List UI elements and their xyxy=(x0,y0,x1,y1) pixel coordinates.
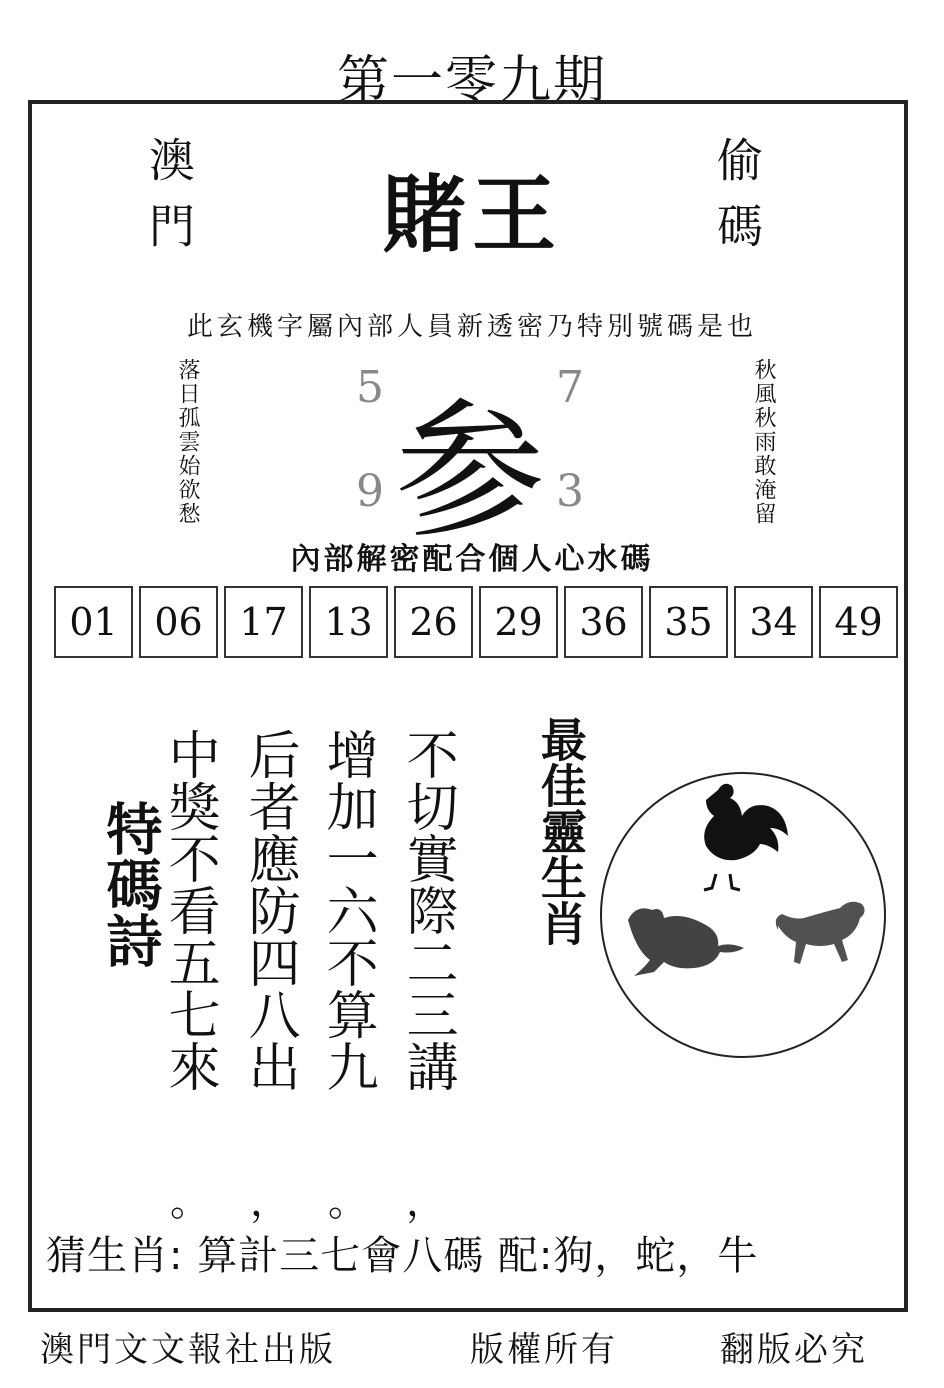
right-vertical-title: 偷碼 xyxy=(710,136,764,268)
guess-label: 猜生肖: xyxy=(46,1233,184,1279)
cat-icon xyxy=(628,908,744,976)
best-zodiac-label: 最佳靈生肖 xyxy=(533,716,588,946)
zodiac-circle xyxy=(598,770,888,1060)
issue-title: 第一零九期 xyxy=(336,51,607,111)
number-box: 06 xyxy=(139,586,218,658)
footer-rights: 版權所有 xyxy=(470,1330,618,1370)
poem-punctuation-1: ， xyxy=(406,1179,446,1225)
numbers-row xyxy=(54,586,904,658)
digit-top-right: 7 xyxy=(556,362,584,413)
poem-punctuation-3: ， xyxy=(250,1179,290,1225)
number-box: 29 xyxy=(479,586,558,658)
digit-bottom-right: 3 xyxy=(556,466,584,517)
digit-bottom-left: 9 xyxy=(356,466,384,517)
number-box: 49 xyxy=(819,586,898,658)
poem-line-2: 增加一六不算九 xyxy=(317,728,378,1092)
number-box: 17 xyxy=(224,586,303,658)
guess-text: 算計三七會八碼 xyxy=(197,1233,485,1279)
poem-label: 特碼詩 xyxy=(97,800,163,968)
number-box: 36 xyxy=(564,586,643,658)
number-box: 01 xyxy=(54,586,133,658)
rooster-icon xyxy=(704,784,788,890)
number-box: 13 xyxy=(309,586,388,658)
number-box: 34 xyxy=(734,586,813,658)
numbers-heading: 內部解密配合個人心水碼 xyxy=(290,542,654,577)
digit-top-left: 5 xyxy=(356,362,384,413)
guess-zodiac-line xyxy=(46,1224,758,1281)
footer-warning: 翻版必究 xyxy=(720,1330,868,1370)
number-box: 26 xyxy=(394,586,473,658)
left-poem: 落日孤雲始欲愁 xyxy=(175,358,200,526)
main-heading: 賭王 xyxy=(381,166,562,264)
dog-icon xyxy=(776,902,865,964)
poem-line-1: 不切實際二三講 xyxy=(397,728,458,1092)
footer-publisher: 澳門文文報社出版 xyxy=(40,1330,336,1370)
right-poem: 秋風秋雨敢淹留 xyxy=(751,358,776,526)
center-character: 参 xyxy=(394,385,545,559)
notice-text: 此玄機字屬內部人員新透密乃特別號碼是也 xyxy=(186,312,757,342)
poem-line-4: 中獎不看五七來 xyxy=(159,728,220,1092)
left-vertical-title: 澳門 xyxy=(142,136,196,268)
number-box: 35 xyxy=(649,586,728,658)
poem-punctuation-2: 。 xyxy=(328,1179,368,1225)
match-answer: 狗，蛇，牛 xyxy=(553,1233,759,1279)
poem-punctuation-4: 。 xyxy=(170,1179,210,1225)
poem-line-3: 后者應防四八出 xyxy=(239,728,300,1092)
match-label: 配: xyxy=(497,1233,554,1279)
